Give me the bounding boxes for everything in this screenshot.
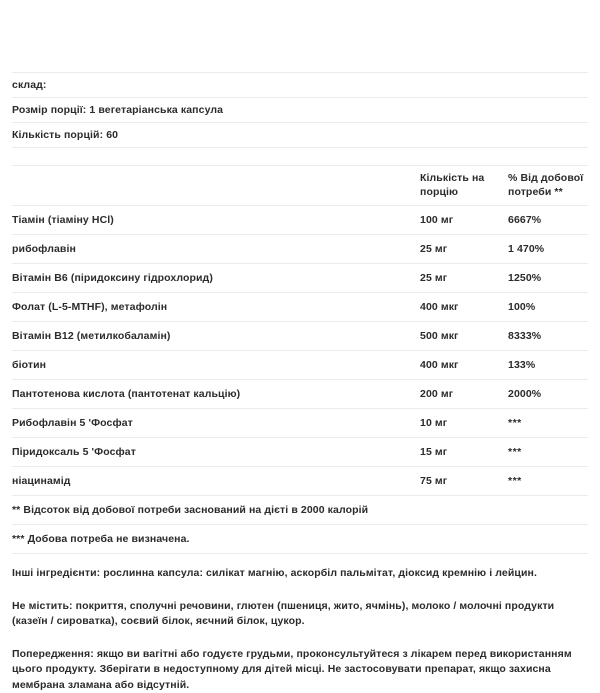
table-row bbox=[12, 466, 588, 495]
nutrient-name: біотин bbox=[12, 351, 420, 380]
free-from-paragraph: Не містить: покриття, сполучні речовини, глютен (пшениця, жито, ячмінь), молоко / молочні продукти (казеїн / сироватка), соєвий білок, яєчний білок, цукор. bbox=[12, 582, 588, 630]
nutrient-amount: 500 мкг bbox=[420, 322, 508, 351]
table-header-row bbox=[12, 165, 588, 205]
nutrient-amount: 200 мг bbox=[420, 380, 508, 409]
table-row bbox=[12, 350, 588, 379]
nutrient-name: ніацинамід bbox=[12, 467, 420, 496]
nutrient-daily-value: 6667% bbox=[508, 206, 588, 235]
footnote-row bbox=[12, 524, 588, 553]
servings-per-container-label: Кількість порцій: 60 bbox=[12, 123, 588, 148]
nutrient-name: Тіамін (тіаміну HCl) bbox=[12, 206, 420, 235]
table-gap-row bbox=[12, 147, 588, 165]
table-row bbox=[12, 437, 588, 466]
nutrient-amount: 25 мг bbox=[420, 264, 508, 293]
footnote-dv-not-established: *** Добова потреба не визначена. bbox=[12, 525, 588, 554]
nutrient-amount: 25 мг bbox=[420, 235, 508, 264]
nutrient-amount: 400 мкг bbox=[420, 351, 508, 380]
top-spacer bbox=[12, 0, 588, 72]
nutrient-daily-value: *** bbox=[508, 409, 588, 438]
table-row bbox=[12, 321, 588, 350]
nutrient-daily-value: 133% bbox=[508, 351, 588, 380]
composition-row bbox=[12, 72, 588, 97]
header-daily-value-cell: % Від добової потреби ** bbox=[508, 172, 588, 199]
nutrient-name: Фолат (L-5-MTHF), метафолін bbox=[12, 293, 420, 322]
table-row bbox=[12, 292, 588, 321]
table-row bbox=[12, 263, 588, 292]
footnote-row bbox=[12, 495, 588, 524]
table-row bbox=[12, 205, 588, 234]
serving-size-label: Розмір порції: 1 вегетаріанська капсула bbox=[12, 98, 588, 123]
nutrient-amount: 15 мг bbox=[420, 438, 508, 467]
nutrient-name: Пантотенова кислота (пантотенат кальцію) bbox=[12, 380, 420, 409]
table-row bbox=[12, 379, 588, 408]
other-ingredients-paragraph: Інші інгредієнти: рослинна капсула: силікат магнію, аскорбіл пальмітат, діоксид кремнію і лейцин. bbox=[12, 554, 588, 582]
servings-per-container-row bbox=[12, 122, 588, 147]
nutrient-name: Вітамін B6 (піридоксину гідрохлорид) bbox=[12, 264, 420, 293]
nutrient-amount: 10 мг bbox=[420, 409, 508, 438]
header-amount-cell: Кількість на порцію bbox=[420, 172, 508, 199]
serving-size-row bbox=[12, 97, 588, 122]
nutrient-daily-value: 8333% bbox=[508, 322, 588, 351]
nutrient-daily-value: *** bbox=[508, 438, 588, 467]
table-row bbox=[12, 408, 588, 437]
composition-label: склад: bbox=[12, 73, 588, 98]
nutrient-daily-value: 1250% bbox=[508, 264, 588, 293]
nutrient-amount: 400 мкг bbox=[420, 293, 508, 322]
nutrient-amount: 100 мг bbox=[420, 206, 508, 235]
nutrient-daily-value: 1 470% bbox=[508, 235, 588, 264]
footnote-daily-value-basis: ** Відсоток від добової потреби заснований на дієті в 2000 калорій bbox=[12, 496, 588, 525]
nutrient-daily-value: *** bbox=[508, 467, 588, 496]
nutrient-daily-value: 2000% bbox=[508, 380, 588, 409]
nutrient-name: Піридоксаль 5 'Фосфат bbox=[12, 438, 420, 467]
nutrient-name: Рибофлавін 5 'Фосфат bbox=[12, 409, 420, 438]
nutrient-name: рибофлавін bbox=[12, 235, 420, 264]
warning-paragraph: Попередження: якщо ви вагітні або годуєте грудьми, проконсультуйтеся з лікарем перед використанням цього продукту. Зберігати в недоступному для дітей місці. Не застосовувати препарат, якщо захисна мембрана зламана або відсутній. bbox=[12, 630, 588, 693]
nutrient-name: Вітамін B12 (метилкобаламін) bbox=[12, 322, 420, 351]
nutrient-amount: 75 мг bbox=[420, 467, 508, 496]
table-row bbox=[12, 234, 588, 263]
nutrient-daily-value: 100% bbox=[508, 293, 588, 322]
